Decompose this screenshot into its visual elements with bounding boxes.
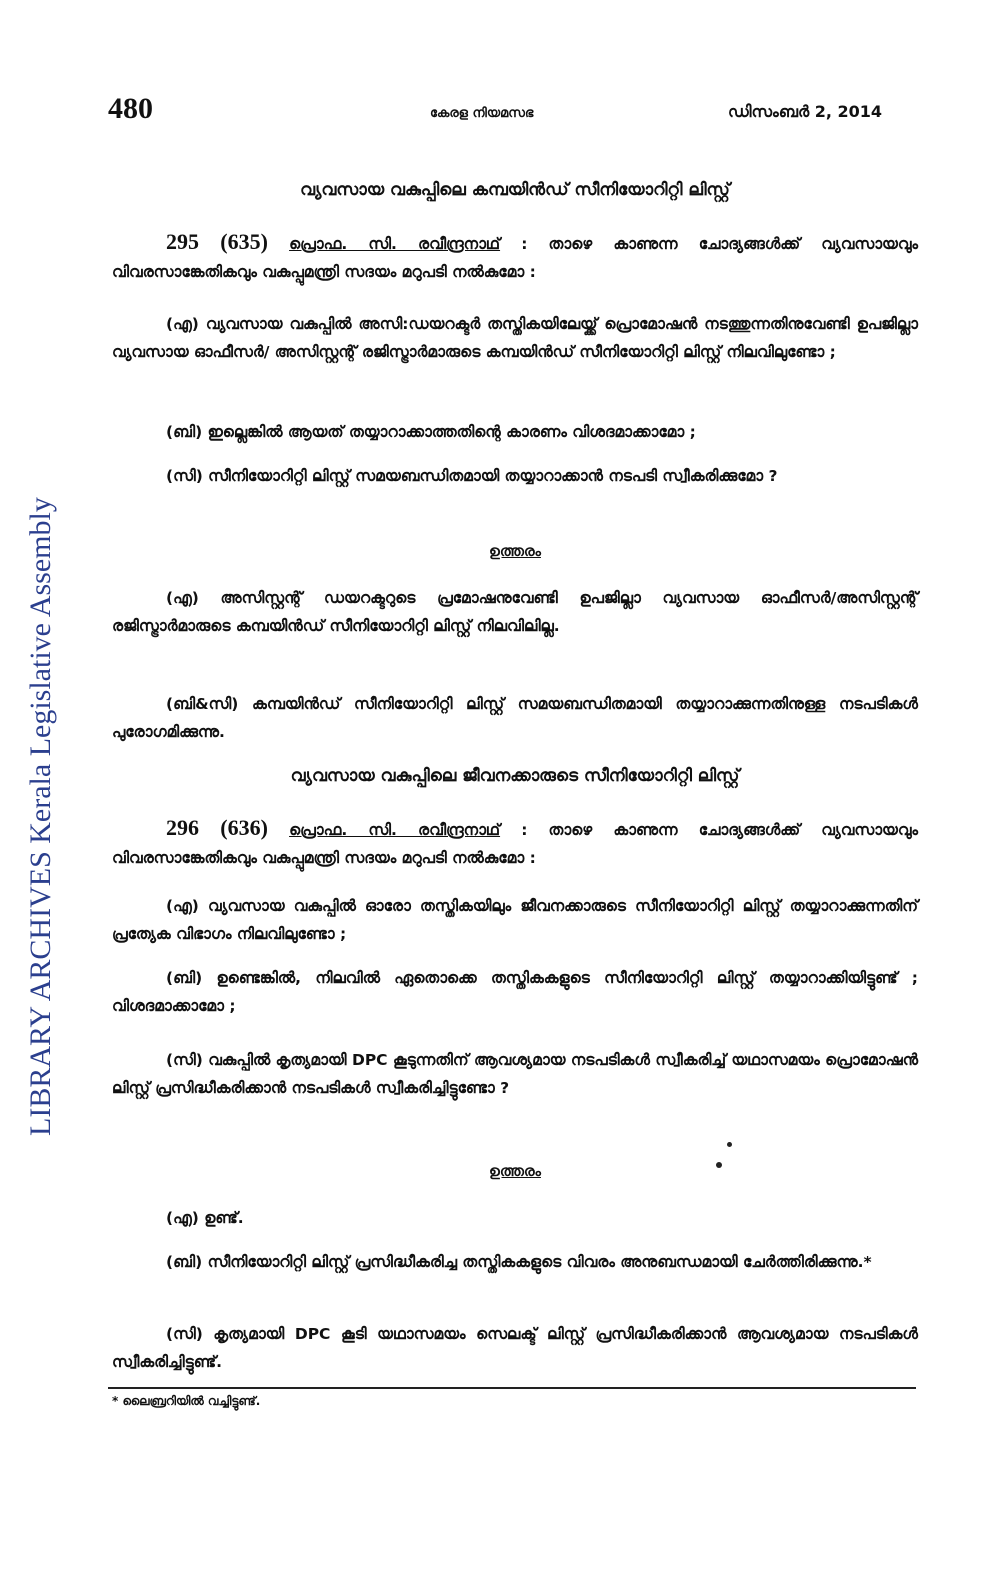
question-1-intro	[112, 228, 918, 286]
answer-1-part-bc: (ബി&സി) കമ്പയിൻഡ് സീനിയോറിറ്റി ലിസ്റ്റ് സമയബന്ധിതമായി തയ്യാറാക്കുന്നതിനുള്ള നടപടികൾ പുരോഗമിക്കുന്നു.	[112, 695, 918, 741]
answer-2-part-c: (സി) കൃത്യമായി DPC കൂടി യഥാസമയം സെലക്ട് ലിസ്റ്റ് പ്രസിദ്ധീകരിക്കാൻ ആവശ്യമായ നടപടികൾ സ്വീകരിച്ചിട്ടുണ്ട്.	[112, 1325, 918, 1371]
answer-2-part-b: (ബി) സീനിയോറിറ്റി ലിസ്റ്റ് പ്രസിദ്ധീകരിച്ച തസ്തികകളുടെ വിവരം അനുബന്ധമായി ചേർത്തിരിക്കുന്നു.*	[166, 1253, 872, 1271]
question-2-part-b: (ബി) ഉണ്ടെങ്കിൽ, നിലവിൽ ഏതൊക്കെ തസ്തികകളുടെ സീനിയോറിറ്റി ലിസ്റ്റ് തയ്യാറാക്കിയിട്ടുണ്ട് ; വിശദമാക്കാമോ ;	[112, 969, 918, 1015]
question-1-part-a: (എ) വ്യവസായ വകുപ്പിൽ അസി:ഡയറക്ടർ തസ്തികയിലേയ്ക്ക് പ്രൊമോഷൻ നടത്തുന്നതിനുവേണ്ടി ഉപജില്ലാ വ്യവസായ ഓഫീസർ/ അസിസ്റ്റന്റ് രജിസ്ട്രാർമാരുടെ കമ്പയിൻഡ് സീനിയോറിറ്റി ലിസ്റ്റ് നിലവിലുണ്ടോ ;	[112, 315, 918, 361]
header-date: ഡിസംബർ 2, 2014	[728, 102, 883, 121]
page-number: 480	[108, 92, 153, 125]
answer-1-heading: ഉത്തരം	[489, 542, 541, 560]
question-1-title: വ്യവസായ വകുപ്പിലെ കമ്പയിൻഡ് സീനിയോറിറ്റി ലിസ്റ്റ്	[300, 180, 730, 200]
watermark-text: LIBRARY ARCHIVES Kerala Legislative Assembly	[24, 497, 57, 1136]
archive-watermark	[20, 440, 60, 1140]
question-1-member: പ്രൊഫ. സി. രവീന്ദ്രനാഥ്	[289, 235, 501, 253]
scan-speck	[727, 1142, 732, 1147]
question-1-part-c: (സി) സീനിയോറിറ്റി ലിസ്റ്റ് സമയബന്ധിതമായി തയ്യാറാക്കാൻ നടപടി സ്വീകരിക്കുമോ ?	[166, 467, 778, 485]
answer-2-part-a: (എ) ഉണ്ട്.	[166, 1209, 244, 1227]
question-2-member: പ്രൊഫ. സി. രവീന്ദ്രനാഥ്	[289, 821, 501, 839]
question-1-intro-text: : താഴെ കാണുന്ന ചോദ്യങ്ങൾക്ക് വ്യവസായവും വിവരസാങ്കേതികവും വകുപ്പുമന്ത്രി സദയം മറുപടി നൽകുമോ :	[112, 235, 918, 281]
question-2-intro	[112, 814, 918, 872]
question-2-intro-text: : താഴെ കാണുന്ന ചോദ്യങ്ങൾക്ക് വ്യവസായവും വിവരസാങ്കേതികവും വകുപ്പുമന്ത്രി സദയം മറുപടി നൽകുമോ :	[112, 821, 918, 867]
question-1-number: 295 (635)	[166, 229, 268, 254]
running-header: കേരള നിയമസഭ	[430, 106, 534, 121]
answer-1-part-a: (എ) അസിസ്റ്റന്റ് ഡയറക്ടറുടെ പ്രമോഷനുവേണ്ടി ഉപജില്ലാ വ്യവസായ ഓഫീസർ/അസിസ്റ്റന്റ് രജിസ്ട്രാർമാരുടെ കമ്പയിൻഡ് സീനിയോറിറ്റി ലിസ്റ്റ് നിലവിലില്ല.	[112, 589, 918, 635]
footnote-divider	[108, 1387, 916, 1389]
scan-speck	[716, 1162, 722, 1168]
question-1-part-b: (ബി) ഇല്ലെങ്കിൽ ആയത് തയ്യാറാക്കാത്തതിന്റെ കാരണം വിശദമാക്കാമോ ;	[166, 423, 696, 441]
question-2-title: വ്യവസായ വകുപ്പിലെ ജീവനക്കാരുടെ സീനിയോറിറ്റി ലിസ്റ്റ്	[290, 766, 740, 786]
question-2-part-a: (എ) വ്യവസായ വകുപ്പിൽ ഓരോ തസ്തികയിലും ജീവനക്കാരുടെ സീനിയോറിറ്റി ലിസ്റ്റ് തയ്യാറാക്കുന്നതിന് പ്രത്യേക വിഭാഗം നിലവിലുണ്ടോ ;	[112, 897, 918, 943]
question-2-number: 296 (636)	[166, 815, 268, 840]
answer-2-heading: ഉത്തരം	[489, 1162, 541, 1180]
question-2-part-c: (സി) വകുപ്പിൽ കൃത്യമായി DPC കൂടുന്നതിന് ആവശ്യമായ നടപടികൾ സ്വീകരിച്ച് യഥാസമയം പ്രൊമോഷൻ ലിസ്റ്റ് പ്രസിദ്ധീകരിക്കാൻ നടപടികൾ സ്വീകരിച്ചിട്ടുണ്ടോ ?	[112, 1051, 918, 1097]
footnote: * ലൈബ്രറിയിൽ വച്ചിട്ടുണ്ട്.	[112, 1394, 261, 1408]
